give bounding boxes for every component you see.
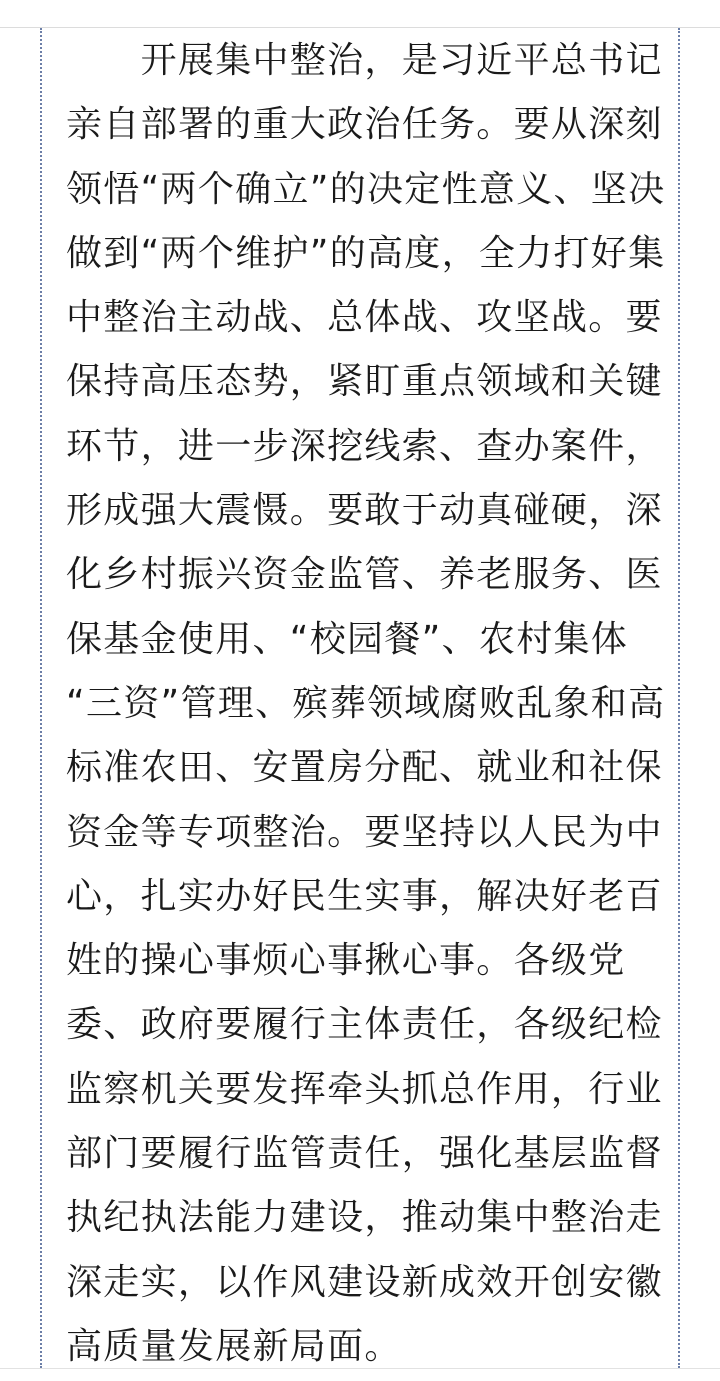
top-divider bbox=[0, 27, 720, 28]
paragraph-line: 执纪执法能力建设，推动集中整治走 bbox=[66, 1197, 663, 1239]
paragraph-line: 标准农田、安置房分配、就业和社保 bbox=[66, 747, 663, 789]
paragraph-line: 监察机关要发挥牵头抓总作用，行业 bbox=[66, 1068, 663, 1110]
paragraph-line: 领悟“两个确立”的决定性意义、坚决 bbox=[66, 168, 666, 210]
article-paragraph bbox=[66, 29, 664, 1379]
paragraph-line: 化乡村振兴资金监管、养老服务、医 bbox=[66, 554, 663, 596]
paragraph-line: 姓的操心事烦心事揪心事。各级党 bbox=[66, 940, 626, 982]
paragraph-line: 心，扎实办好民生实事，解决好老百 bbox=[66, 875, 663, 917]
right-dotted-border bbox=[678, 28, 680, 1368]
paragraph-line: 做到“两个维护”的高度，全力打好集 bbox=[66, 232, 666, 274]
paragraph-line: 委、政府要履行主体责任，各级纪检 bbox=[66, 1004, 663, 1046]
paragraph-line: 资金等专项整治。要坚持以人民为中 bbox=[66, 811, 663, 853]
paragraph-line: 亲自部署的重大政治任务。要从深刻 bbox=[66, 104, 663, 146]
bottom-divider bbox=[0, 1368, 720, 1369]
paragraph-line: 保基金使用、“校园餐”、农村集体 bbox=[66, 618, 629, 660]
paragraph-line: 深走实，以作风建设新成效开创安徽 bbox=[66, 1261, 663, 1303]
paragraph-line: 形成强大震慑。要敢于动真碰硬，深 bbox=[66, 490, 663, 532]
paragraph-line: 中整治主动战、总体战、攻坚战。要 bbox=[66, 297, 663, 339]
paragraph-line: 保持高压态势，紧盯重点领域和关键 bbox=[66, 361, 663, 403]
paragraph-line: “三资”管理、殡葬领域腐败乱象和高 bbox=[66, 682, 666, 724]
paragraph-line: 部门要履行监管责任，强化基层监督 bbox=[66, 1133, 663, 1175]
paragraph-line: 环节，进一步深挖线索、查办案件， bbox=[66, 425, 663, 467]
paragraph-line: 高质量发展新局面。 bbox=[66, 1325, 402, 1367]
left-dotted-border bbox=[40, 28, 42, 1368]
paragraph-line: 开展集中整治，是习近平总书记 bbox=[66, 40, 663, 81]
